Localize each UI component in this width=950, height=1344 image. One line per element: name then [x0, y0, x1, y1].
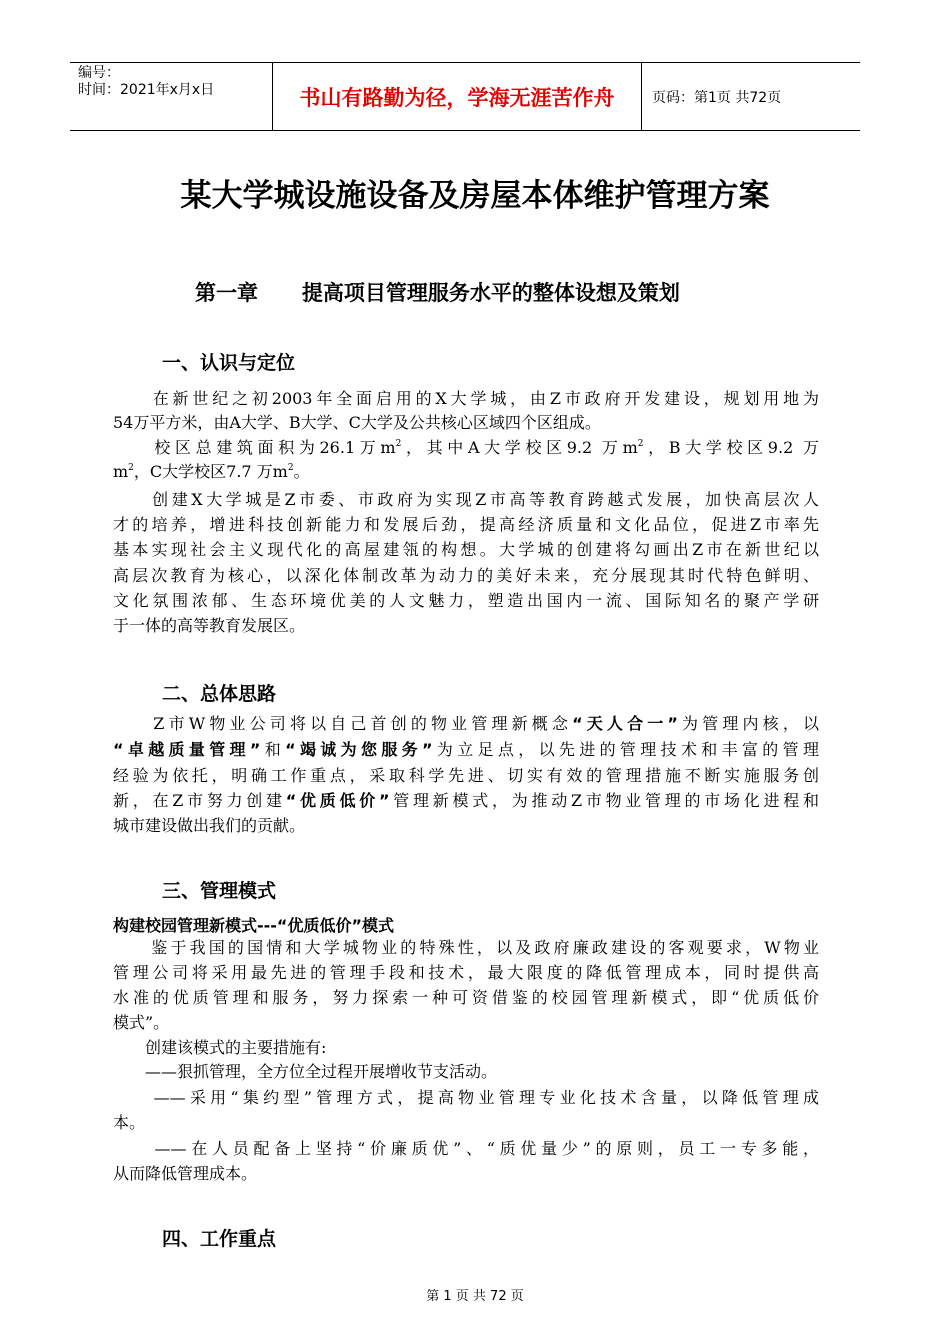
paragraph-line: 创建X大学城是Z市委、市政府为实现Z市高等教育跨越式发展，加快高层次人 [113, 490, 819, 509]
number-label: 编号： [78, 65, 120, 81]
paragraph-line: 在新世纪之初2003年全面启用的X大学城，由Z市政府开发建设，规划用地为 [113, 389, 819, 408]
paragraph-line: 新，在Z市努力创建“优质低价”管理新模式，为推动Z市物业管理的市场化进程和 [113, 791, 819, 810]
page-footer: 第 1 页 共 72 页 [426, 1289, 524, 1304]
paragraph-line: 鉴于我国的国情和大学城物业的特殊性，以及政府廉政建设的客观要求，W物业 [113, 938, 819, 957]
paragraph-line: 创建该模式的主要措施有: [113, 1038, 327, 1057]
paragraph-line: 本。 [113, 1113, 146, 1132]
paragraph-line: Z市W物业公司将以自己首创的物业管理新概念“天人合一”为管理内核，以 [113, 714, 819, 733]
time-label: 时间：2021年x月x日 [78, 82, 215, 98]
paragraph-line: ——狠抓管理，全方位全过程开展增收节支活动。 [113, 1062, 498, 1081]
paragraph-line: 于一体的高等教育发展区。 [113, 616, 306, 635]
paragraph-line: 校区总建筑面积为26.1万$m^2$，其中A大学校区9.2 万$m^2$，B大学校区9.2 万 [113, 438, 819, 457]
paragraph-line: 54万平方米，由A大学、B大学、C大学及公共核心区域四个区组成。 [113, 413, 601, 432]
paragraph-line: 高层次教育为核心，以深化体制改革为动力的美好未来，充分展现其时代特色鲜明、 [113, 566, 819, 585]
section-heading-2: 二、总体思路 [162, 683, 277, 705]
paragraph-line: ——在人员配备上坚持“价廉质优”、“质优量少”的原则，员工一专多能， [113, 1139, 819, 1158]
paragraph-line: $m^2$，C大学校区7.7 万$m^2$。 [113, 462, 310, 481]
paragraph-line: 城市建设做出我们的贡献。 [113, 816, 306, 835]
document-title: 某大学城设施设备及房屋本体维护管理方案 [180, 178, 770, 214]
section-heading-3: 三、管理模式 [162, 880, 277, 902]
paragraph-line: 管理公司将采用最先进的管理手段和技术，最大限度的降低管理成本，同时提供高 [113, 963, 819, 982]
paragraph-line: 基本实现社会主义现代化的高屋建瓴的构想。大学城的创建将勾画出Z市在新世纪以 [113, 540, 819, 559]
paragraph-line: 文化氛围浓郁、生态环境优美的人文魅力，塑造出国内一流、国际知名的聚产学研 [113, 591, 819, 610]
header-page-info: 页码：第1页 共72页 [652, 89, 782, 106]
paragraph-line: 经验为依托，明确工作重点，采取科学先进、切实有效的管理措施不断实施服务创 [113, 766, 819, 785]
chapter-heading: 第一章 提高项目管理服务水平的整体设想及策划 [195, 281, 680, 305]
paragraph-line: 从而降低管理成本。 [113, 1164, 258, 1183]
page-header [70, 62, 860, 131]
paragraph-line: 水准的优质管理和服务，努力探索一种可资借鉴的校园管理新模式，即“优质低价 [113, 988, 819, 1007]
section-heading-1: 一、认识与定位 [162, 352, 296, 374]
paragraph-line: 模式”。 [113, 1013, 170, 1032]
section-heading-4: 四、工作重点 [162, 1228, 277, 1250]
paragraph-line: ——采用“集约型”管理方式，提高物业管理专业化技术含量，以降低管理成 [113, 1088, 819, 1107]
paragraph-line: “卓越质量管理”和“竭诚为您服务”为立足点，以先进的管理技术和丰富的管理 [113, 740, 819, 759]
header-meta [70, 63, 272, 130]
subheading: 构建校园管理新模式---“优质低价”模式 [113, 916, 394, 935]
header-motto: 书山有路勤为径，学海无涯苦作舟 [272, 63, 642, 130]
paragraph-line: 才的培养，增进科技创新能力和发展后劲，提高经济质量和文化品位，促进Z市率先 [113, 515, 819, 534]
